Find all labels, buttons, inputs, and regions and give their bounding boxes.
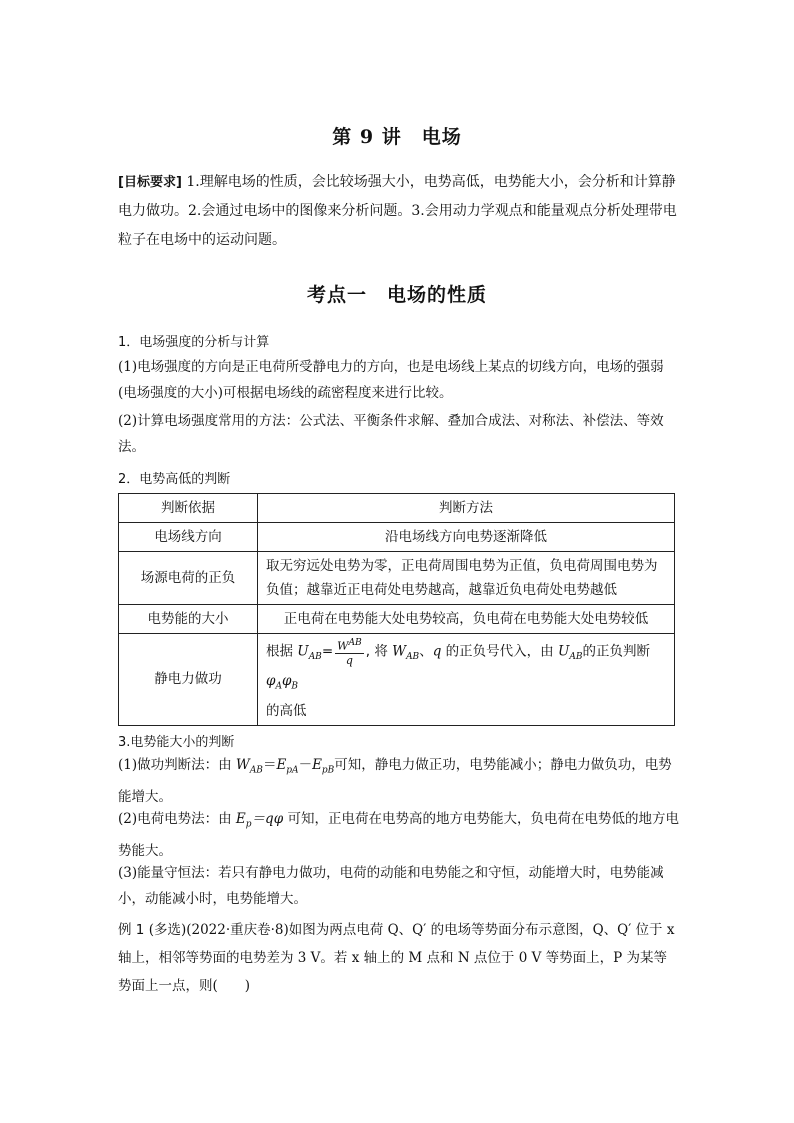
table-header-row xyxy=(119,494,675,523)
formula-text: 的高低 xyxy=(266,702,307,719)
formula-text: － xyxy=(298,757,313,773)
point3-item3: (3)能量守恒法：若只有静电力做功，电荷的动能和电势能之和守恒，动能增大时，电势能减小，动能减小时，电势能增大。 xyxy=(118,865,664,907)
formula-symbol: U xyxy=(297,643,309,660)
formula-text: 、 xyxy=(419,643,433,660)
formula-subscript: pB xyxy=(321,765,335,776)
table-cell: 电势能的大小 xyxy=(119,605,258,634)
table-cell: 取无穷远处电势为零，正电荷周围电势为正值，负电荷周围电势为负值；越靠近正电荷处电势越高，越靠近负电荷处电势越低 xyxy=(258,552,675,605)
formula-text: ＝qφ xyxy=(251,811,284,827)
table-cell: 正电荷在电势能大处电势较高，负电荷在电势能大处电势较低 xyxy=(258,605,675,634)
table-cell: 静电力做功 xyxy=(119,634,258,726)
formula-symbol: E xyxy=(276,757,287,773)
formula-symbol: φ xyxy=(266,673,276,690)
table-row xyxy=(119,552,675,605)
section-title: 考点一 电场的性质 xyxy=(306,284,487,306)
formula-subscript: AB xyxy=(406,652,420,663)
table-cell-formula xyxy=(258,634,675,726)
table-row xyxy=(119,634,675,726)
point1-item1: (1)电场强度的方向是正电荷所受静电力的方向，也是电场线上某点的切线方向，电场的强弱(电场强度的大小)可根据电场线的疏密程度来进行比较。 xyxy=(118,359,664,401)
formula-symbol: W xyxy=(337,639,349,653)
formula-text: 的正负判断 xyxy=(582,643,650,660)
table-header-cell: 判断方法 xyxy=(258,494,675,523)
formula-symbol: W xyxy=(392,643,407,660)
formula-symbol: E xyxy=(312,757,322,773)
table-row xyxy=(119,523,675,552)
formula-subscript: A xyxy=(275,681,282,692)
formula-fraction xyxy=(335,636,364,667)
formula-symbol: q xyxy=(432,643,442,660)
formula-symbol: W xyxy=(235,757,250,773)
potential-table xyxy=(118,493,675,726)
goal-paragraph xyxy=(118,168,680,255)
formula-subscript: B xyxy=(291,681,299,692)
table-cell: 电场线方向 xyxy=(119,523,258,552)
item-text: 可知，静电力做正功，电势能减小；静电力做负功，电势能增大。 xyxy=(118,757,672,805)
page-title: 第 9 讲 电场 xyxy=(332,126,462,148)
formula-superscript: AB xyxy=(348,637,362,648)
item-text: (1)做功判断法：由 xyxy=(118,757,232,773)
table-cell: 沿电场线方向电势逐渐降低 xyxy=(258,523,675,552)
example-label: 例 1 xyxy=(118,922,145,938)
table-header-cell: 判断依据 xyxy=(119,494,258,523)
formula-symbol: U xyxy=(557,643,570,660)
point3-heading: 3.电势能大小的判断 xyxy=(118,735,235,750)
formula-subscript: pA xyxy=(286,765,299,776)
formula-symbol: φ xyxy=(281,673,292,690)
item-text: 可知，正电荷在电势高的地方电势能大，负电荷在电势低的地方电势能大。 xyxy=(118,811,679,859)
formula-text: 根据 xyxy=(266,643,293,660)
formula-text: = xyxy=(321,643,334,660)
formula-symbol: q xyxy=(345,653,353,667)
formula-subscript: AB xyxy=(249,765,263,776)
table-row xyxy=(119,605,675,634)
formula-text: ＝ xyxy=(262,757,277,773)
formula-text: 的正负号代入，由 xyxy=(445,643,554,660)
formula-text: , 将 xyxy=(365,643,388,660)
point3-item1 xyxy=(118,752,680,810)
formula-subscript: AB xyxy=(569,652,583,663)
point1-item2: (2)计算电场强度常用的方法：公式法、平衡条件求解、叠加合成法、对称法、补偿法、等效法。 xyxy=(118,413,664,455)
goal-text: 1.理解电场的性质，会比较场强大小，电势高低，电势能大小，会分析和计算静电力做功。2.会通过电场中的图像来分析问题。3.会用动力学观点和能量观点分析处理带电粒子在电场中的运动问题。 xyxy=(118,174,677,248)
formula-subscript: p xyxy=(245,819,252,830)
table-cell: 场源电荷的正负 xyxy=(119,552,258,605)
example-text: (多选)(2022·重庆卷·8)如图为两点电荷 Q、Q′ 的电场等势面分布示意图，Q、Q′ 位于 x 轴上，相邻等势面的电势差为 3 V。若 x 轴上的 M 点和 N 点位于 0 V 等势面上，P 为某等势面上一点，则( ) xyxy=(118,922,675,994)
point2-heading: 2．电势高低的判断 xyxy=(118,472,231,487)
formula-symbol: E xyxy=(235,811,246,827)
point1-heading: 1．电场强度的分析与计算 xyxy=(118,335,270,350)
point3-item2 xyxy=(118,806,680,864)
goal-bracket: [目标要求] xyxy=(118,175,182,190)
formula-subscript: AB xyxy=(308,652,322,663)
example-paragraph xyxy=(118,916,680,1000)
item-text: (2)电荷电势法：由 xyxy=(118,811,232,827)
